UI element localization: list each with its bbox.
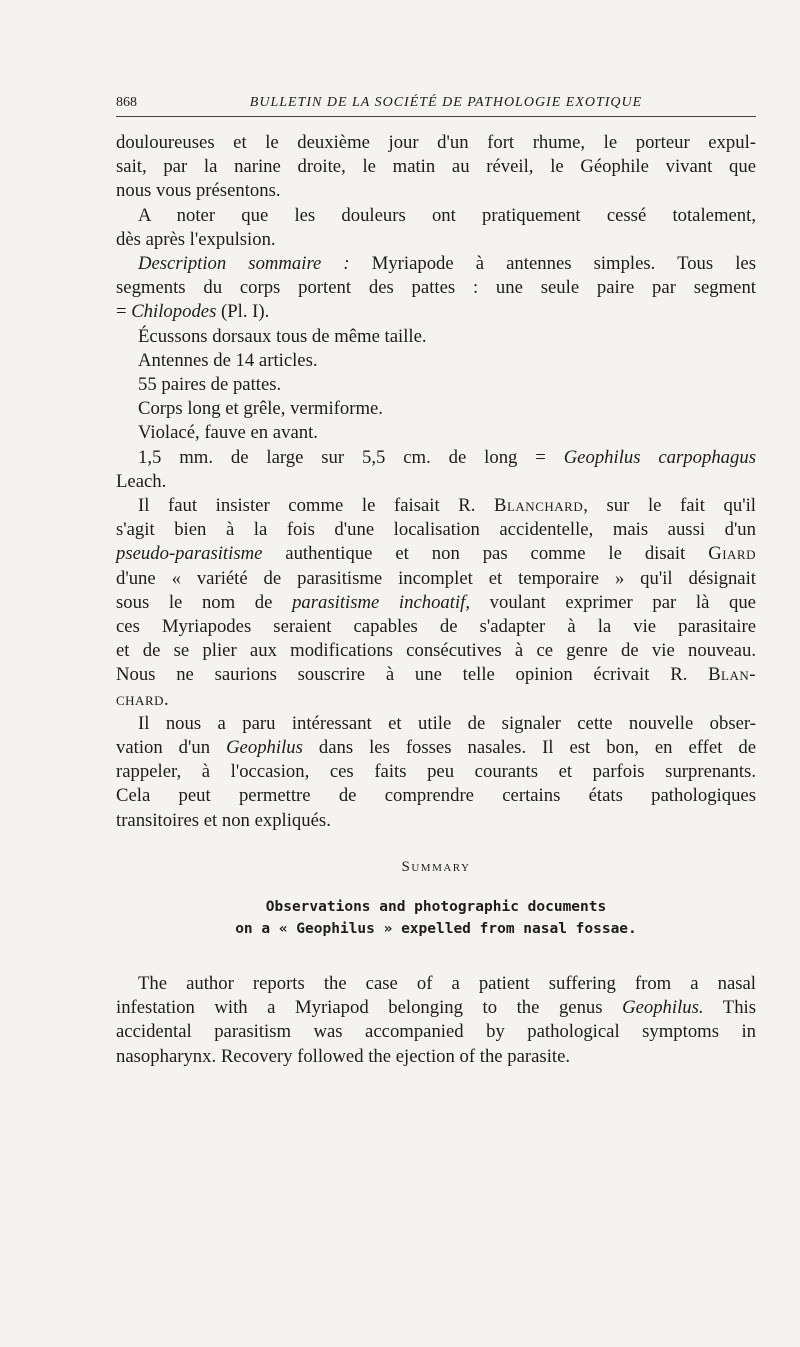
subtitle-line: on a « Geophilus » expelled from nasal fossae. [235, 920, 637, 937]
list-item: Écussons dorsaux tous de même taille. [138, 325, 427, 347]
paragraph-blanchard [116, 494, 756, 712]
journal-title: BULLETIN DE LA SOCIÉTÉ DE PATHOLOGIE EXOTIQUE [249, 95, 643, 110]
author-blanchard: Blanchard [494, 495, 584, 517]
paragraph-description [116, 252, 756, 325]
text-line: segments du corps portent des pattes : une seule paire par segment [116, 277, 756, 299]
list-item: 55 paires de pattes. [138, 374, 282, 396]
paragraph-2 [116, 204, 756, 252]
summary-paragraph [116, 972, 756, 1069]
text-line: Nous ne saurions souscrire à une telle opinion écrivait R. [116, 664, 709, 686]
text-line: douloureuses et le deuxième jour d'un fort rhume, le porteur expul- [116, 132, 756, 153]
text-line: s'agit bien à la fois d'une localisation accidentelle, mais aussi d'un [116, 519, 756, 541]
author-blanchard: Blan- [708, 664, 756, 686]
running-header [116, 92, 756, 117]
summary-heading: Summary [401, 858, 471, 875]
document-page [116, 92, 756, 1069]
term-pseudo-parasitisme: pseudo-parasitisme [116, 543, 263, 565]
text-line: nous vous présentons. [116, 180, 281, 202]
genus-geophilus: Geophilus [226, 737, 303, 759]
list-item: Antennes de 14 articles. [138, 349, 318, 371]
text-line: vation d'un [116, 737, 227, 759]
text-line: 1,5 mm. de large sur 5,5 cm. de long = [138, 446, 564, 468]
summary-subtitle [116, 896, 756, 940]
text-line: Il nous a paru intéressant et utile de signaler cette nouvelle obser- [138, 712, 756, 734]
text-line: dans les fosses nasales. Il est bon, en effet de [302, 737, 756, 759]
page-number: 868 [116, 95, 137, 110]
text-line: The author reports the case of a patient suffering from a nasal [138, 972, 756, 994]
text-line: accidental parasitism was accompanied by pathological symptoms in [116, 1021, 756, 1043]
text-line: . [164, 688, 169, 710]
text-line: A noter que les douleurs ont pratiquement cessé totalement, [138, 204, 756, 226]
genus-geophilus: Geophilus. [622, 997, 704, 1019]
paragraph-conclusion [116, 712, 756, 833]
author-giard: Giard [708, 543, 756, 565]
text-line: rappeler, à l'occasion, ces faits peu courants et parfois surprenants. [116, 761, 756, 783]
text-line: sous le nom de [116, 591, 293, 613]
text-line: infestation with a Myriapod belonging to the genus [116, 997, 623, 1019]
list-item: Violacé, fauve en avant. [138, 422, 318, 444]
paragraph-measurements [116, 446, 756, 494]
text-line: nasopharynx. Recovery followed the ejection of the parasite. [116, 1045, 571, 1067]
author-blanchard: chard [116, 688, 165, 710]
text-line: , voulant exprimer par là que [465, 591, 756, 613]
text-line: transitoires et non expliqués. [116, 809, 331, 831]
text-line: , sur le fait qu'il [583, 495, 756, 517]
text-line: d'une « variété de parasitisme incomplet et temporaire » qu'il désignait [116, 567, 756, 589]
subtitle-line: Observations and photographic documents [265, 898, 607, 915]
term-parasitisme-inchoatif: parasitisme inchoatif [292, 591, 466, 613]
text-line: sait, par la narine droite, le matin au réveil, le Géophile vivant que [116, 156, 756, 178]
text-line: This [703, 997, 756, 1019]
text-line: dès après l'expulsion. [116, 228, 276, 250]
article-body [116, 131, 756, 833]
list-item: Corps long et grêle, vermiforme. [138, 398, 383, 420]
text-line: Il faut insister comme le faisait R. [138, 495, 495, 517]
text-line: Myriapode à antennes simples. Tous les [349, 253, 756, 275]
text-line: ces Myriapodes seraient capables de s'adapter à la vie parasitaire [116, 616, 756, 638]
equals-sign: = [116, 301, 132, 323]
text-line: authentique et non pas comme le disait [262, 543, 709, 565]
paragraph-1 [116, 131, 756, 204]
author-name: Leach. [116, 470, 167, 492]
species-name: Geophilus carpophagus [563, 446, 756, 468]
taxon-chilopodes: Chilopodes [131, 301, 217, 323]
description-label: Description sommaire : [138, 253, 350, 275]
plate-ref: (Pl. I). [216, 301, 270, 323]
text-line: et de se plier aux modifications consécutives à ce genre de vie nouveau. [116, 640, 756, 662]
summary-body [116, 972, 756, 1069]
text-line: Cela peut permettre de comprendre certains états pathologiques [116, 785, 756, 807]
